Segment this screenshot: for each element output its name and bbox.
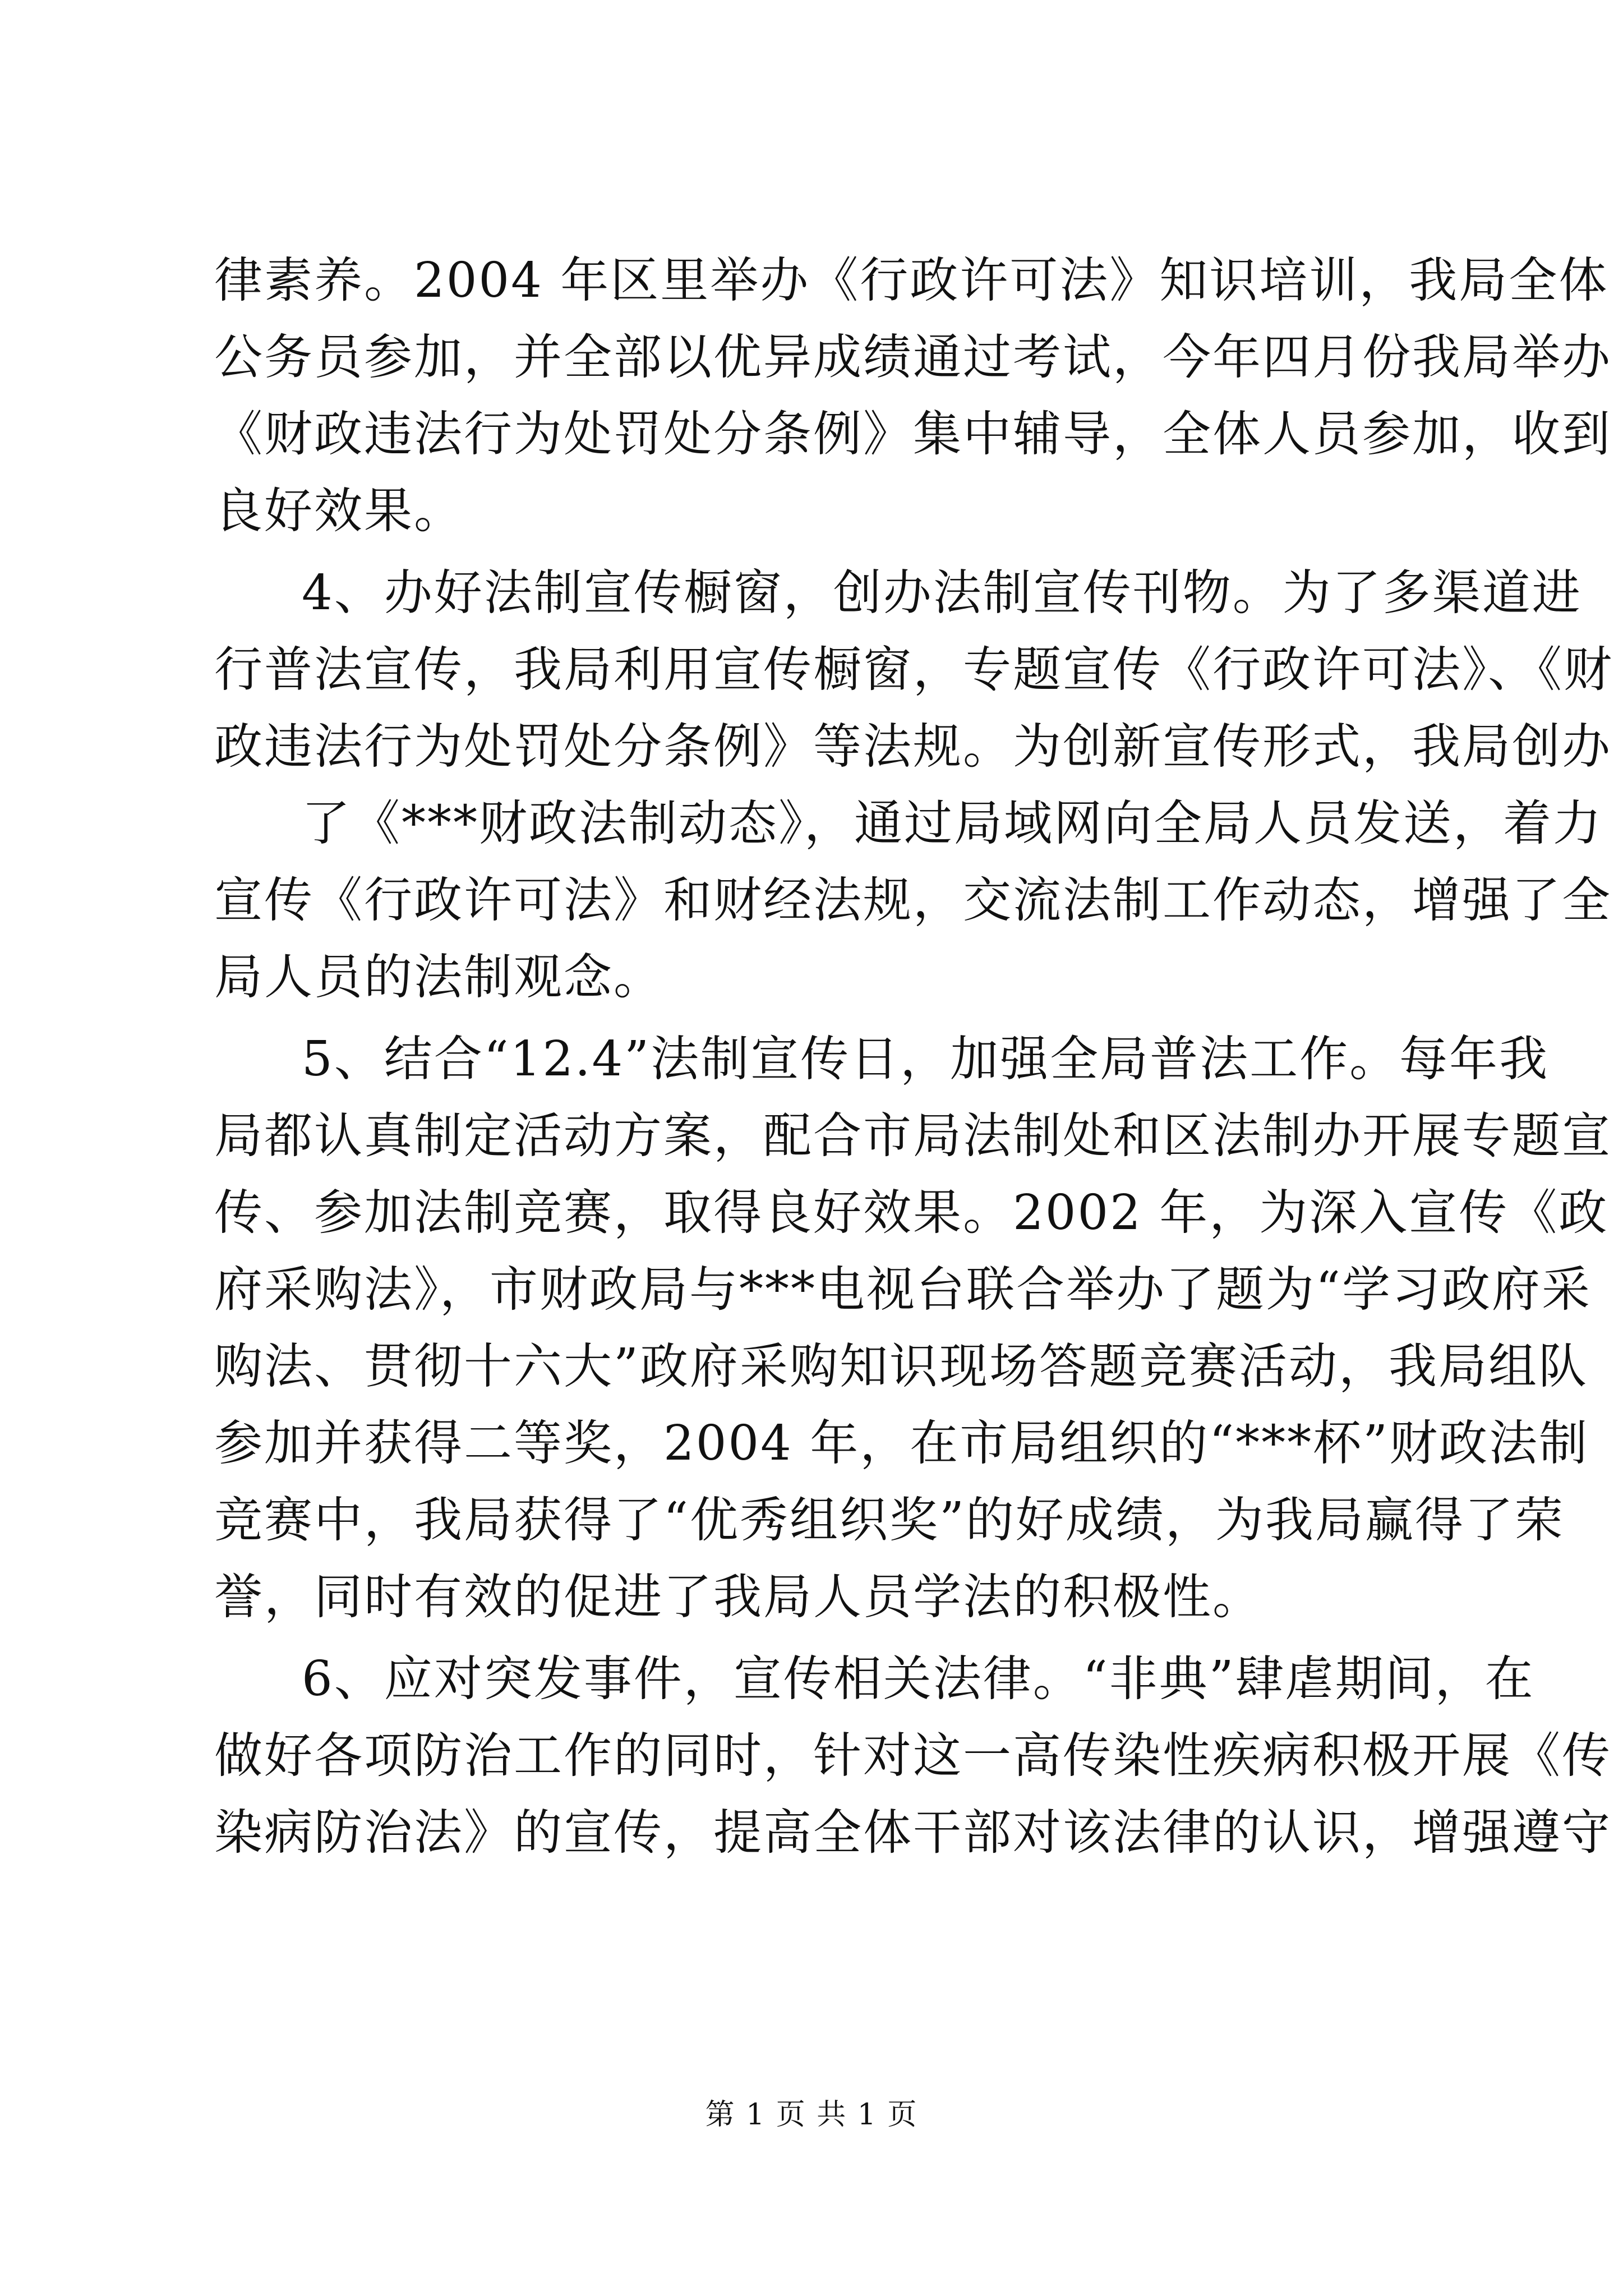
text-line: 公务员参加，并全部以优异成绩通过考试，今年四月份我局举办 [214,329,1612,385]
text-line: 誉，同时有效的促进了我局人员学法的积极性。 [214,1569,1262,1625]
text-line: 律素养。2004 年区里举办《行政许可法》知识培训，我局全体 [214,252,1609,309]
text-line: 竞赛中，我局获得了“优秀组织奖”的好成绩，为我局赢得了荣 [214,1492,1565,1548]
text-line: 府采购法》，市财政局与***电视台联合举办了题为“学习政府采 [214,1262,1592,1318]
text-line: 局人员的法制观念。 [214,949,663,1005]
text-line: 染病防治法》的宣传，提高全体干部对该法律的认识，增强遵守 [214,1805,1612,1861]
page-number-footer: 第 1 页 共 1 页 [705,2098,918,2132]
text-line: 参加并获得二等奖，2004 年，在市局组织的“***杯”财政法制 [214,1415,1589,1471]
text-line: 传、参加法制竞赛，取得良好效果。2002 年，为深入宣传《政 [214,1185,1609,1241]
text-line: 了《***财政法制动态》，通过局域网向全局人员发送，着力 [302,795,1603,852]
paragraph-start-line: 6、应对突发事件，宣传相关法律。“非典”肆虐期间，在 [302,1651,1535,1707]
text-line: 良好效果。 [214,483,464,539]
paragraph-start-line: 4、办好法制宣传橱窗，创办法制宣传刊物。为了多渠道进 [302,565,1582,621]
text-line: 政违法行为处罚处分条例》等法规。为创新宣传形式，我局创办 [214,719,1612,775]
text-line: 做好各项防治工作的同时，针对这一高传染性疾病积极开展《传 [214,1728,1612,1784]
text-line: 购法、贯彻十六大”政府采购知识现场答题竞赛活动，我局组队 [214,1338,1588,1395]
text-line: 宣传《行政许可法》和财经法规，交流法制工作动态，增强了全 [214,872,1612,928]
paragraph-start-line: 5、结合“12.4”法制宣传日，加强全局普法工作。每年我 [302,1031,1550,1087]
text-line: 局都认真制定活动方案，配合市局法制处和区法制办开展专题宣 [214,1108,1612,1164]
text-line: 《财政违法行为处罚处分条例》集中辅导，全体人员参加，收到 [214,406,1612,462]
text-line: 行普法宣传，我局利用宣传橱窗，专题宣传《行政许可法》、《财 [214,642,1613,698]
